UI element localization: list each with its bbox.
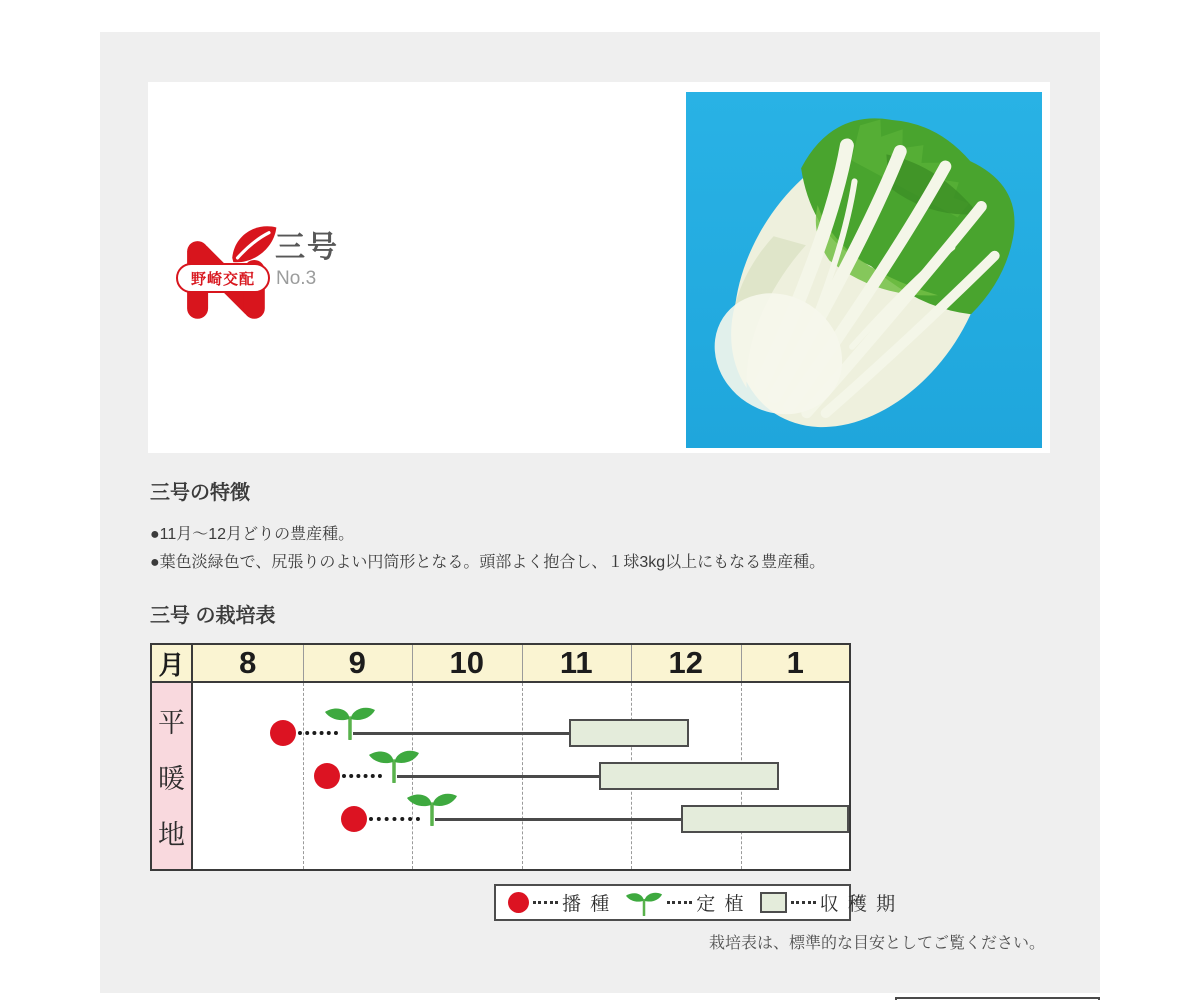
features-heading: 三号の特徴: [150, 482, 250, 504]
legend-label: 収 穫 期: [819, 894, 898, 915]
brand-badge: 野崎交配: [176, 263, 270, 293]
region-label-char: 暖: [158, 763, 185, 794]
month-header-8: 8: [239, 645, 257, 680]
sowing-dot-icon: [508, 892, 529, 913]
month-header-10: 10: [449, 645, 484, 680]
harvest-bar: [681, 805, 849, 833]
product-title: 三号: [275, 231, 339, 264]
harvest-box-icon: [760, 892, 787, 913]
legend-connector: [533, 901, 558, 904]
feature-bullet: ●11月〜12月どりの豊産種。: [150, 526, 355, 543]
seedling-icon: [368, 747, 420, 788]
month-gridline: [303, 683, 304, 869]
month-header-1: 1: [786, 645, 804, 680]
chart-legend: [494, 884, 898, 921]
legend-item: [625, 889, 745, 916]
harvest-bar: [599, 762, 779, 790]
feature-list: [150, 521, 825, 577]
month-header-9: 9: [348, 645, 366, 680]
legend-label: 播 種: [562, 894, 612, 915]
chart-heading: 三号 の栽培表: [150, 605, 276, 627]
schedule-line: [435, 818, 682, 821]
table-line: [412, 643, 413, 681]
sowing-dot-icon: [314, 763, 340, 789]
schedule-line: [397, 775, 599, 778]
schedule-line: [353, 732, 569, 735]
legend-item: [760, 889, 898, 916]
product-card: [148, 82, 1050, 453]
table-line: [150, 681, 851, 683]
month-header-11: 11: [559, 645, 593, 680]
seedling-icon: [406, 790, 458, 831]
table-line: [631, 643, 632, 681]
table-line: [191, 643, 193, 871]
table-line: [522, 643, 523, 681]
sowing-dot-icon: [341, 806, 367, 832]
table-line: [741, 643, 742, 681]
legend-item: [508, 889, 611, 916]
legend-connector: [791, 901, 816, 904]
feature-bullet: ●葉色淡緑色で、尻張りのよい円筒形となる。頭部よく抱合し、１球3kg以上にもなる豊産種。: [150, 554, 826, 571]
seedling-icon: [625, 890, 663, 916]
cabbage-photo: [686, 92, 1042, 448]
legend-connector: [667, 901, 692, 904]
month-corner-label: 月: [158, 649, 185, 680]
region-label-char: 平: [158, 707, 185, 738]
harvest-bar: [569, 719, 689, 747]
chart-footnote: 栽培表は、標準的な目安としてご覧ください。: [708, 935, 1045, 952]
legend-label: 定 植: [696, 894, 746, 915]
sowing-dot-icon: [270, 720, 296, 746]
month-header-12: 12: [668, 645, 703, 680]
seedling-icon: [324, 704, 376, 745]
table-line: [303, 643, 304, 681]
product-subtitle: No.3: [276, 268, 317, 289]
region-label-char: 地: [158, 819, 185, 850]
region-label: [150, 683, 193, 869]
